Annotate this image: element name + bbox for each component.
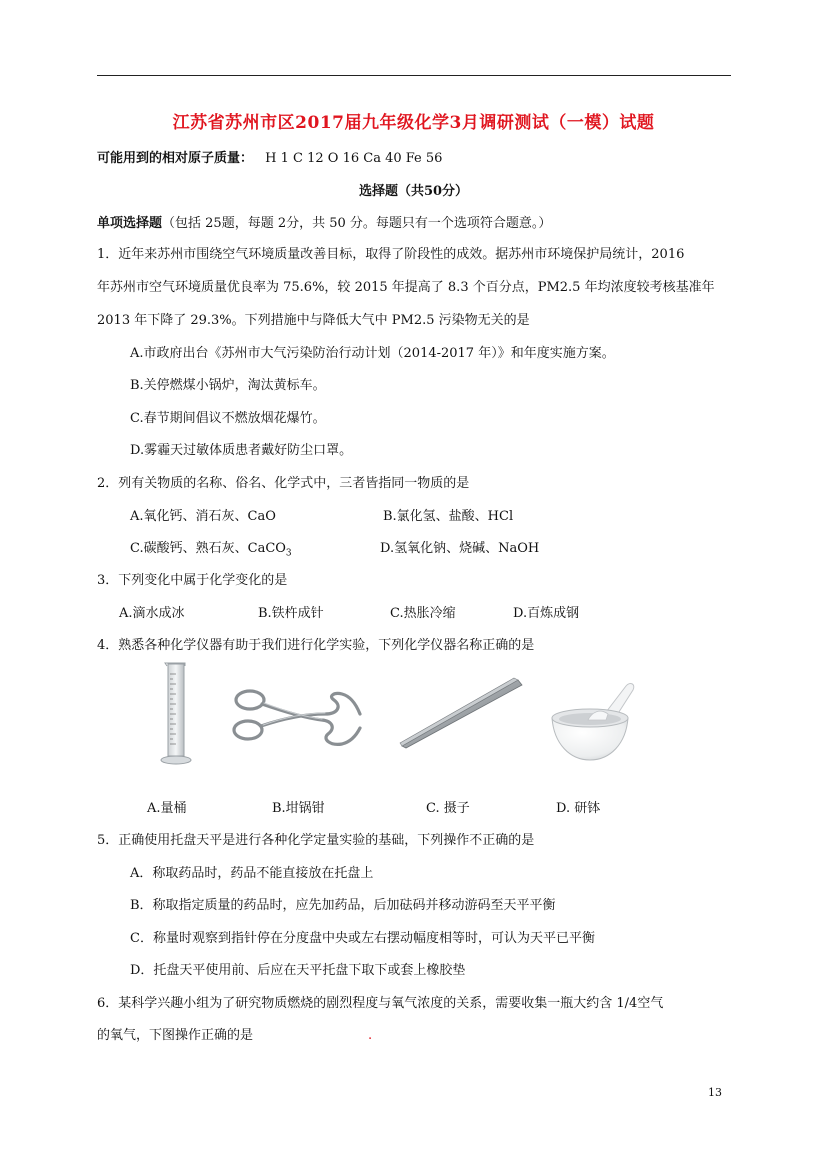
section-instructions	[97, 215, 551, 233]
mortar-and-pestle-image	[548, 680, 638, 766]
q1-line-2: 年苏州市空气环境质量优良率为 75.6%，较 2015 年提高了 8.3 个百分点，PM2.5 年均浓度较考核基准年	[97, 280, 715, 295]
q5-option-d: D．托盘天平使用前、后应在天平托盘下取下或套上橡胶垫	[130, 963, 466, 978]
q1-line-3: 2013 年下降了 29.3%。下列措施中与降低大气中 PM2.5 污染物无关的是	[97, 313, 530, 328]
q6-line-2: 的氧气，下图操作正确的是	[97, 1028, 254, 1043]
q3-option-d: D.百炼成钢	[513, 606, 580, 621]
section-title: 选择题（共50分）	[358, 184, 469, 199]
graduated-cylinder-image	[158, 662, 194, 768]
crucible-tongs-image	[230, 684, 366, 756]
q2-option-a: A.氧化钙、消石灰、CaO	[130, 509, 276, 524]
q4-option-d: D. 研钵	[556, 801, 601, 816]
q4-option-a: A.量桶	[147, 801, 187, 816]
q1-option-a: A.市政府出台《苏州市大气污染防治行动计划（2014-2017 年）》和年度实施方案。	[130, 346, 615, 361]
q2-option-c-subscript: 3	[285, 548, 292, 559]
header-rule	[97, 75, 731, 76]
atomic-mass-label: 可能用到的相对原子质量：	[97, 151, 254, 166]
q6-line-1: 6．某科学兴趣小组为了研究物质燃烧的剧烈程度与氧气浓度的关系，需要收集一瓶大约含 1/4空气	[97, 996, 664, 1011]
q2-option-b: B.氯化氢、盐酸、HCl	[383, 509, 514, 524]
q5-option-a: A．称取药品时，药品不能直接放在托盘上	[130, 866, 374, 881]
q4-stem: 4．熟悉各种化学仪器有助于我们进行化学实验，下列化学仪器名称正确的是	[97, 638, 535, 653]
single-choice-label: 单项选择题	[97, 216, 163, 231]
q5-option-c: C．称量时观察到指针停在分度盘中央或左右摆动幅度相等时，可认为天平已平衡	[130, 931, 595, 946]
q6-red-dot: .	[368, 1028, 373, 1043]
tweezers-image	[398, 676, 524, 752]
q3-stem: 3．下列变化中属于化学变化的是	[97, 573, 288, 588]
single-choice-desc: （包括 25题，每题 2分，共 50 分。每题只有一个选项符合题意。）	[162, 216, 552, 231]
q1-line-1: 1．近年来苏州市围绕空气环境质量改善目标，取得了阶段性的成效。据苏州市环境保护局统计，2016	[97, 247, 685, 262]
q2-stem: 2．列有关物质的名称、俗名、化学式中，三者皆指同一物质的是	[97, 476, 470, 491]
q5-stem: 5．正确使用托盘天平是进行各种化学定量实验的基础，下列操作不正确的是	[97, 833, 535, 848]
q1-option-c: C.春节期间倡议不燃放烟花爆竹。	[130, 411, 326, 426]
q2-option-d: D.氢氧化钠、烧碱、NaOH	[380, 541, 540, 556]
q2-option-c-text: C.碳酸钙、熟石灰、CaCO	[130, 541, 286, 556]
q1-option-d: D.雾霾天过敏体质患者戴好防尘口罩。	[130, 443, 353, 458]
atomic-mass-line	[97, 150, 442, 168]
q5-option-b: B．称取指定质量的药品时，应先加药品，后加砝码并移动游码至天平平衡	[130, 898, 556, 913]
page-number: 13	[708, 1086, 722, 1099]
q3-option-c: C.热胀冷缩	[390, 606, 456, 621]
q3-option-a: A.滴水成冰	[119, 606, 185, 621]
q1-option-b: B.关停燃煤小锅炉，淘汰黄标车。	[130, 378, 326, 393]
q4-option-b: B.坩锅钳	[272, 801, 325, 816]
atomic-mass-values: H 1 C 12 O 16 Ca 40 Fe 56	[265, 151, 443, 166]
q3-option-b: B.铁杵成针	[258, 606, 324, 621]
q4-option-c: C. 摄子	[426, 801, 470, 816]
q2-option-c	[130, 540, 292, 563]
page-title: 江苏省苏州市区2017届九年级化学3月调研测试（一模）试题	[172, 113, 655, 133]
